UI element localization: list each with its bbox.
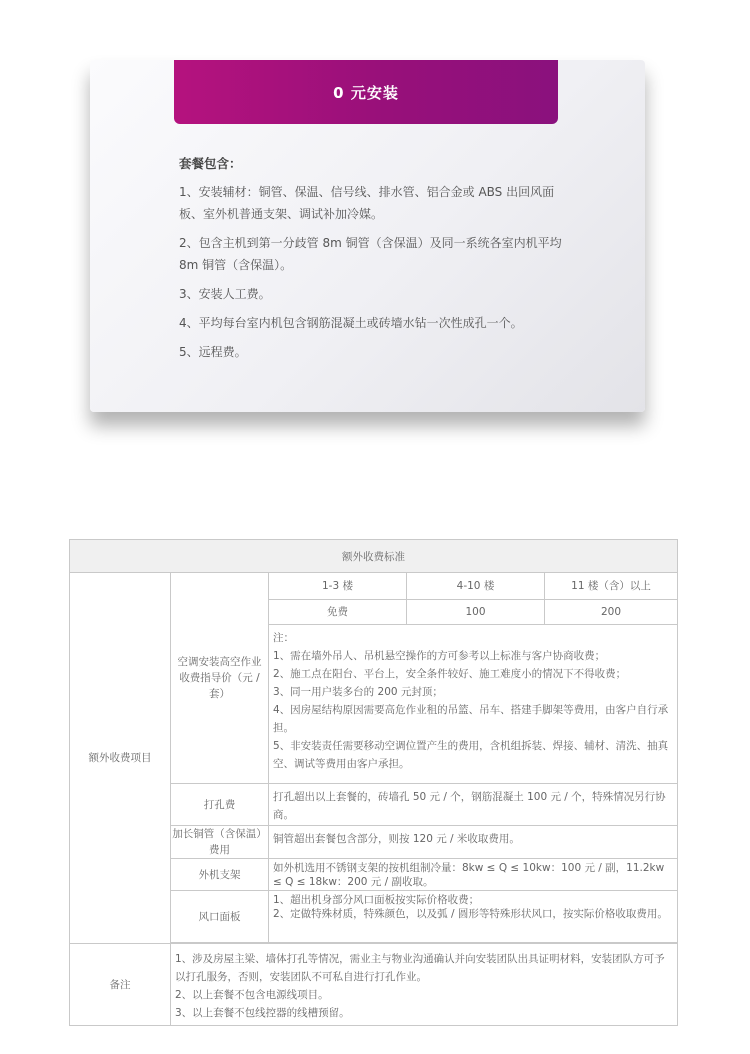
extra-fee-table (69, 539, 678, 1026)
package-banner: 0 元安装 (174, 60, 558, 124)
floor-header: 4-10 楼 (407, 573, 545, 600)
price-cell: 100 (407, 600, 545, 625)
package-item: 3、安装人工费。 (179, 287, 271, 301)
vent-panel-line: 2、定做特殊材质，特殊颜色，以及弧 / 圆形等特殊形状风口，按实际价格收取费用。 (273, 908, 668, 920)
note-line: 4、因房屋结构原因需要高危作业租的吊篮、吊车、搭建手脚架等费用，由客户自行承担。 (273, 704, 669, 734)
floor-header: 11 楼（含）以上 (545, 573, 678, 600)
drilling-fee-content: 打孔超出以上套餐的，砖墙孔 50 元 / 个，钢筋混凝土 100 元 / 个，特殊情况另行协商。 (269, 784, 678, 826)
price-cell: 200 (545, 600, 678, 625)
extra-fee-section-label: 额外收费项目 (70, 573, 171, 944)
outdoor-bracket-content: 如外机选用不锈钢支架的按机组制冷量：8kw ≤ Q ≤ 10kw：100 元 / 副，11.2kw ≤ Q ≤ 18kw：200 元 / 副收取。 (269, 859, 678, 891)
vent-panel-content (269, 891, 678, 943)
note-line: 1、需在墙外吊人、吊机悬空操作的方可参考以上标准与客户协商收费； (273, 650, 606, 662)
outdoor-bracket-label: 外机支架 (171, 859, 269, 891)
remarks-label: 备注 (70, 944, 171, 1026)
remarks-content (171, 944, 678, 1026)
note-line: 5、非安装责任需要移动空调位置产生的费用，含机组拆装、焊接、辅材、清洗、抽真空、调试等费用由客户承担。 (273, 740, 669, 770)
price-cell: 免费 (269, 600, 407, 625)
note-line: 注： (273, 632, 294, 644)
vent-panel-line: 1、超出机身部分风口面板按实际价格收费； (273, 894, 480, 906)
floor-header: 1-3 楼 (269, 573, 407, 600)
aircon-high-altitude-label: 空调安装高空作业收费指导价（元 / 套） (171, 573, 269, 784)
note-line: 2、施工点在阳台、平台上，安全条件较好、施工难度小的情况下不得收费； (273, 668, 627, 680)
package-title: 套餐包含： (179, 156, 242, 171)
remark-line: 1、涉及房屋主梁、墙体打孔等情况，需业主与物业沟通确认并向安装团队出具证明材料，安装团队方可予以打孔服务，否则，安装团队不可私自进行打孔作业。 (175, 953, 665, 983)
copper-pipe-fee-content: 铜管超出套餐包含部分，则按 120 元 / 米收取费用。 (269, 826, 678, 859)
package-card (90, 60, 645, 412)
package-item: 2、包含主机到第一分歧管 8m 铜管（含保温）及同一系统各室内机平均 8m 铜管（含保温）。 (179, 236, 562, 272)
copper-pipe-fee-label: 加长铜管（含保温）费用 (171, 826, 269, 859)
drilling-fee-label: 打孔费 (171, 784, 269, 826)
vent-panel-label: 风口面板 (171, 891, 269, 943)
fee-table-title: 额外收费标准 (70, 540, 678, 573)
remark-line: 2、以上套餐不包含电源线项目。 (175, 989, 329, 1001)
aircon-notes (269, 625, 678, 784)
package-item: 4、平均每台室内机包含钢筋混凝土或砖墙水钻一次性成孔一个。 (179, 316, 523, 330)
package-item: 1、安装辅材：铜管、保温、信号线、排水管、铝合金或 ABS 出回风面板、室外机普通支架、调试补加冷媒。 (179, 185, 555, 221)
package-items (179, 181, 569, 370)
note-line: 3、同一用户装多台的 200 元封顶； (273, 686, 443, 698)
remark-line: 3、以上套餐不包线控器的线槽预留。 (175, 1007, 350, 1019)
package-item: 5、远程费。 (179, 345, 247, 359)
